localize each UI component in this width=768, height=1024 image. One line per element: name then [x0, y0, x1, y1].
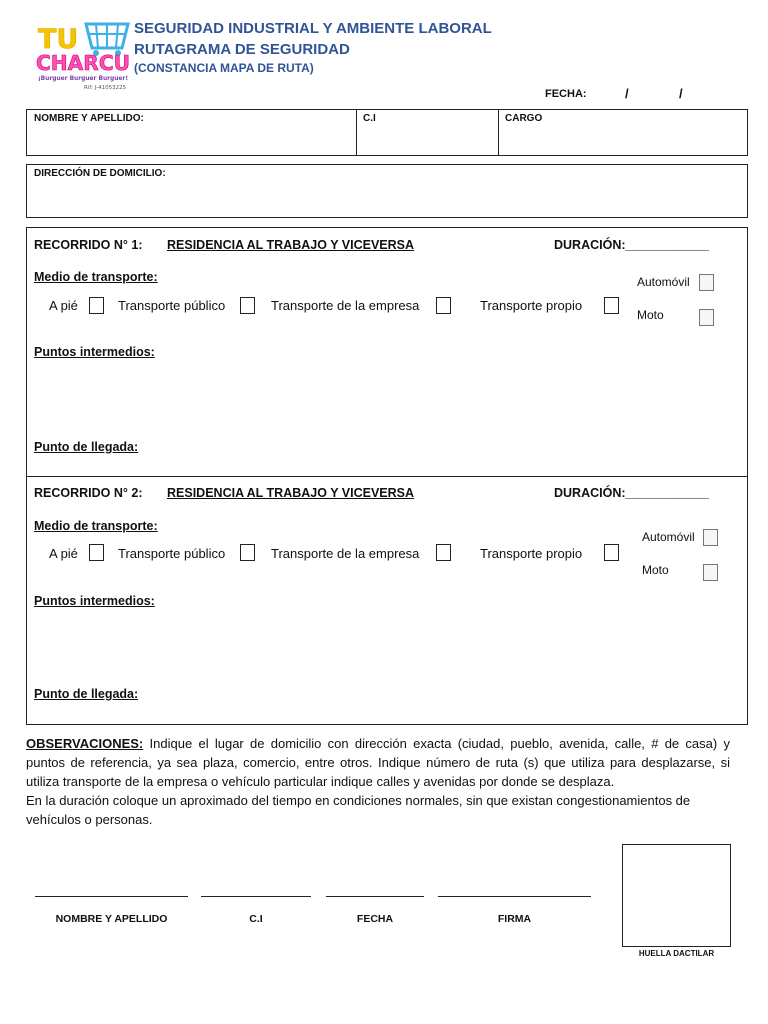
personal-info-box	[26, 109, 748, 156]
observaciones-duration-note: En la duración coloque un aproximado del tiempo en condiciones normales, sin que existan congestionamientos de vehículos o personas.	[26, 793, 691, 827]
puntos-intermedios-label: Puntos intermedios:	[34, 594, 155, 608]
address-box	[26, 164, 748, 218]
option-transporte-empresa: Transporte de la empresa	[271, 546, 420, 561]
recorrido-title: RECORRIDO N° 1:	[34, 238, 143, 252]
checkbox-moto[interactable]	[699, 309, 714, 326]
option-transporte-propio: Transporte propio	[480, 546, 583, 561]
option-automovil: Automóvil	[642, 530, 695, 544]
observaciones-label: OBSERVACIONES:	[26, 736, 144, 751]
option-moto: Moto	[642, 563, 669, 577]
fecha-label: FECHA:	[545, 88, 587, 100]
fecha-separator: /	[625, 86, 629, 101]
recorrido-subtitle: RESIDENCIA AL TRABAJO Y VICEVERSA	[167, 486, 415, 500]
signature-line-firma	[438, 896, 591, 897]
signature-label-ci: C.I	[249, 913, 263, 925]
header-title: SEGURIDAD INDUSTRIAL Y AMBIENTE LABORAL	[134, 20, 492, 37]
option-a-pie: A pié	[49, 298, 78, 313]
recorrido-2-section	[27, 477, 747, 724]
ci-field-label: C.I	[363, 113, 376, 124]
duration-label: DURACIÓN:____________	[554, 486, 709, 500]
checkbox-transporte-empresa[interactable]	[436, 297, 451, 314]
svg-text:Rif: J-41053225: Rif: J-41053225	[84, 85, 127, 91]
punto-llegada-label: Punto de llegada:	[34, 687, 139, 701]
option-automovil: Automóvil	[637, 275, 690, 289]
signature-line-name	[35, 896, 188, 897]
checkbox-automovil[interactable]	[703, 529, 718, 546]
company-logo	[36, 20, 132, 92]
option-moto: Moto	[637, 308, 664, 322]
header-caption: (CONSTANCIA MAPA DE RUTA)	[134, 61, 314, 75]
puntos-intermedios-label: Puntos intermedios:	[34, 345, 155, 359]
fingerprint-box	[622, 844, 731, 947]
checkbox-transporte-propio[interactable]	[604, 297, 619, 314]
checkbox-a-pie[interactable]	[89, 297, 104, 314]
svg-text:¡Burguer Burguer Burguer!: ¡Burguer Burguer Burguer!	[38, 74, 129, 82]
punto-llegada-label: Punto de llegada:	[34, 440, 139, 454]
logo-graphic	[36, 20, 132, 92]
duration-label: DURACIÓN:____________	[554, 238, 709, 252]
header-subtitle: RUTAGRAMA DE SEGURIDAD	[134, 41, 350, 58]
medio-transporte-label: Medio de transporte:	[34, 270, 158, 284]
checkbox-transporte-publico[interactable]	[240, 297, 255, 314]
checkbox-a-pie[interactable]	[89, 544, 104, 561]
recorrido-title: RECORRIDO N° 2:	[34, 486, 143, 500]
signature-line-fecha	[326, 896, 424, 897]
observaciones-text: Indique el lugar de domicilio con dirección exacta (ciudad, pueblo, avenida, calle, # de casa) y puntos de referencia, ya sea plaza, comercio, entre otros. Indique número de ruta (s) que utiliza para desplazarse, si utiliza transporte de la empresa o vehículo particular indique calles y avenidas por donde se desplaza.	[26, 736, 730, 789]
svg-text:CHARCU: CHARCU	[36, 51, 130, 75]
option-transporte-propio: Transporte propio	[480, 298, 583, 313]
cargo-field-label: CARGO	[505, 113, 543, 124]
signature-label-firma: FIRMA	[497, 913, 532, 925]
checkbox-transporte-empresa[interactable]	[436, 544, 451, 561]
checkbox-moto[interactable]	[703, 564, 718, 581]
recorridos-box	[26, 227, 748, 725]
recorrido-subtitle: RESIDENCIA AL TRABAJO Y VICEVERSA	[167, 238, 415, 252]
option-a-pie: A pié	[49, 546, 78, 561]
signature-line-ci	[201, 896, 311, 897]
option-transporte-empresa: Transporte de la empresa	[271, 298, 420, 313]
svg-text:TU: TU	[38, 24, 79, 55]
option-transporte-publico: Transporte público	[118, 546, 226, 561]
fecha-separator: /	[679, 86, 683, 101]
signature-label-fecha: FECHA	[356, 913, 394, 925]
address-field-label: DIRECCIÓN DE DOMICILIO:	[34, 168, 166, 179]
signature-label-name: NOMBRE Y APELLIDO	[55, 913, 168, 925]
recorrido-1-section	[27, 228, 747, 476]
name-field-label: NOMBRE Y APELLIDO:	[34, 113, 144, 124]
checkbox-automovil[interactable]	[699, 274, 714, 291]
option-transporte-publico: Transporte público	[118, 298, 226, 313]
checkbox-transporte-propio[interactable]	[604, 544, 619, 561]
medio-transporte-label: Medio de transporte:	[34, 519, 158, 533]
observaciones-block	[26, 734, 730, 829]
checkbox-transporte-publico[interactable]	[240, 544, 255, 561]
fingerprint-label: HUELLA DACTILAR	[638, 949, 715, 958]
